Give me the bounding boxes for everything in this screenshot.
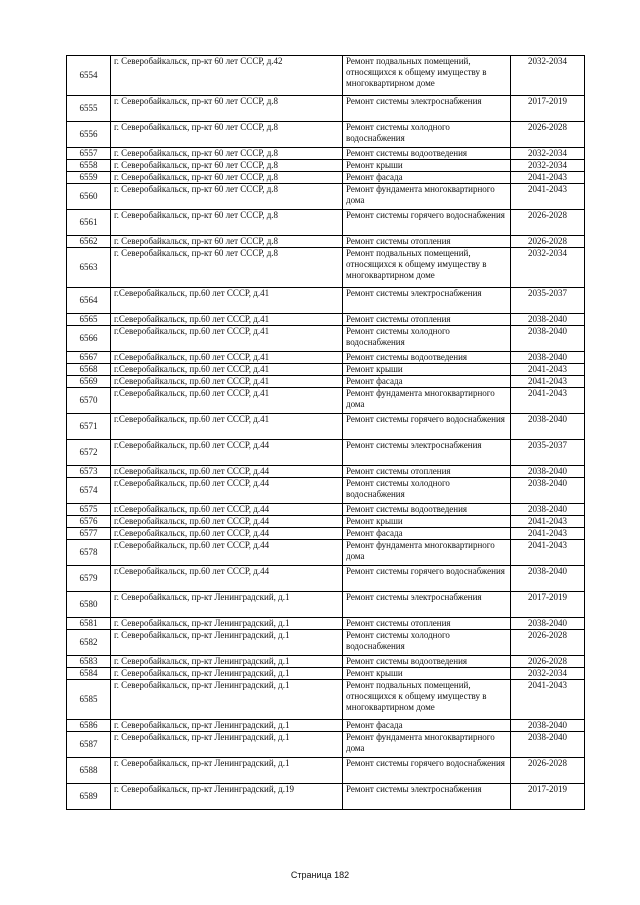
period-cell: 2038-2040 xyxy=(511,618,585,630)
work-type-cell: Ремонт фасада xyxy=(343,376,511,388)
work-type-cell: Ремонт системы холодного водоснабжения xyxy=(343,478,511,504)
address-cell: г.Северобайкальск, пр.60 лет СССР, д.41 xyxy=(111,388,343,414)
row-number-cell: 6585 xyxy=(67,680,111,720)
address-cell: г.Северобайкальск, пр.60 лет СССР, д.44 xyxy=(111,440,343,466)
work-type-cell: Ремонт фундамента многоквартирного дома xyxy=(343,184,511,210)
period-cell: 2041-2043 xyxy=(511,680,585,720)
period-cell: 2032-2034 xyxy=(511,248,585,288)
table-row xyxy=(67,466,585,478)
address-cell: г. Северобайкальск, пр-кт 60 лет СССР, д.8 xyxy=(111,248,343,288)
period-cell: 2026-2028 xyxy=(511,122,585,148)
address-cell: г.Северобайкальск, пр.60 лет СССР, д.41 xyxy=(111,326,343,352)
address-cell: г. Северобайкальск, пр-кт Ленинградский, д.1 xyxy=(111,758,343,784)
work-type-cell: Ремонт системы водоотведения xyxy=(343,352,511,364)
address-cell: г. Северобайкальск, пр-кт Ленинградский, д.1 xyxy=(111,656,343,668)
table-row xyxy=(67,236,585,248)
table-row xyxy=(67,388,585,414)
table-row xyxy=(67,248,585,288)
table-row xyxy=(67,784,585,810)
work-type-cell: Ремонт подвальных помещений, относящихся к общему имуществу в многоквартирном доме xyxy=(343,680,511,720)
work-type-cell: Ремонт подвальных помещений, относящихся к общему имуществу в многоквартирном доме xyxy=(343,56,511,96)
row-number-cell: 6589 xyxy=(67,784,111,810)
address-cell: г. Северобайкальск, пр-кт 60 лет СССР, д.8 xyxy=(111,122,343,148)
table-row xyxy=(67,122,585,148)
row-number-cell: 6584 xyxy=(67,668,111,680)
table-row xyxy=(67,376,585,388)
table-row xyxy=(67,326,585,352)
work-type-cell: Ремонт крыши xyxy=(343,516,511,528)
table-row xyxy=(67,56,585,96)
work-type-cell: Ремонт системы горячего водоснабжения xyxy=(343,566,511,592)
period-cell: 2038-2040 xyxy=(511,566,585,592)
row-number-cell: 6568 xyxy=(67,364,111,376)
row-number-cell: 6580 xyxy=(67,592,111,618)
address-cell: г.Северобайкальск, пр.60 лет СССР, д.44 xyxy=(111,540,343,566)
period-cell: 2038-2040 xyxy=(511,414,585,440)
row-number-cell: 6576 xyxy=(67,516,111,528)
period-cell: 2032-2034 xyxy=(511,56,585,96)
table-row xyxy=(67,440,585,466)
period-cell: 2041-2043 xyxy=(511,172,585,184)
repair-schedule-table xyxy=(66,55,585,810)
table-body xyxy=(67,56,585,810)
work-type-cell: Ремонт системы электроснабжения xyxy=(343,96,511,122)
table-row xyxy=(67,210,585,236)
row-number-cell: 6554 xyxy=(67,56,111,96)
work-type-cell: Ремонт фасада xyxy=(343,528,511,540)
address-cell: г. Северобайкальск, пр-кт Ленинградский, д.1 xyxy=(111,668,343,680)
row-number-cell: 6555 xyxy=(67,96,111,122)
period-cell: 2026-2028 xyxy=(511,630,585,656)
table-row xyxy=(67,504,585,516)
work-type-cell: Ремонт системы холодного водоснабжения xyxy=(343,122,511,148)
row-number-cell: 6575 xyxy=(67,504,111,516)
period-cell: 2017-2019 xyxy=(511,784,585,810)
address-cell: г. Северобайкальск, пр-кт Ленинградский, д.1 xyxy=(111,618,343,630)
work-type-cell: Ремонт фасада xyxy=(343,720,511,732)
work-type-cell: Ремонт подвальных помещений, относящихся к общему имуществу в многоквартирном доме xyxy=(343,248,511,288)
table-row xyxy=(67,288,585,314)
period-cell: 2038-2040 xyxy=(511,478,585,504)
row-number-cell: 6578 xyxy=(67,540,111,566)
table-row xyxy=(67,680,585,720)
work-type-cell: Ремонт системы электроснабжения xyxy=(343,592,511,618)
work-type-cell: Ремонт фундамента многоквартирного дома xyxy=(343,540,511,566)
row-number-cell: 6581 xyxy=(67,618,111,630)
address-cell: г. Северобайкальск, пр-кт 60 лет СССР, д.8 xyxy=(111,148,343,160)
row-number-cell: 6579 xyxy=(67,566,111,592)
table-row xyxy=(67,352,585,364)
period-cell: 2038-2040 xyxy=(511,326,585,352)
row-number-cell: 6567 xyxy=(67,352,111,364)
work-type-cell: Ремонт крыши xyxy=(343,364,511,376)
row-number-cell: 6577 xyxy=(67,528,111,540)
period-cell: 2026-2028 xyxy=(511,758,585,784)
period-cell: 2035-2037 xyxy=(511,288,585,314)
address-cell: г. Северобайкальск, пр-кт Ленинградский, д.1 xyxy=(111,732,343,758)
row-number-cell: 6557 xyxy=(67,148,111,160)
table-row xyxy=(67,96,585,122)
period-cell: 2038-2040 xyxy=(511,720,585,732)
period-cell: 2017-2019 xyxy=(511,96,585,122)
period-cell: 2041-2043 xyxy=(511,364,585,376)
row-number-cell: 6560 xyxy=(67,184,111,210)
table-row xyxy=(67,172,585,184)
table-row xyxy=(67,732,585,758)
address-cell: г.Северобайкальск, пр.60 лет СССР, д.41 xyxy=(111,364,343,376)
row-number-cell: 6583 xyxy=(67,656,111,668)
row-number-cell: 6565 xyxy=(67,314,111,326)
row-number-cell: 6571 xyxy=(67,414,111,440)
address-cell: г.Северобайкальск, пр.60 лет СССР, д.44 xyxy=(111,528,343,540)
work-type-cell: Ремонт системы отопления xyxy=(343,466,511,478)
address-cell: г. Северобайкальск, пр-кт 60 лет СССР, д.42 xyxy=(111,56,343,96)
row-number-cell: 6559 xyxy=(67,172,111,184)
work-type-cell: Ремонт системы горячего водоснабжения xyxy=(343,758,511,784)
address-cell: г.Северобайкальск, пр.60 лет СССР, д.44 xyxy=(111,478,343,504)
table-row xyxy=(67,516,585,528)
row-number-cell: 6570 xyxy=(67,388,111,414)
address-cell: г. Северобайкальск, пр-кт Ленинградский, д.1 xyxy=(111,720,343,732)
table-row xyxy=(67,148,585,160)
work-type-cell: Ремонт системы водоотведения xyxy=(343,656,511,668)
address-cell: г.Северобайкальск, пр.60 лет СССР, д.41 xyxy=(111,376,343,388)
row-number-cell: 6574 xyxy=(67,478,111,504)
work-type-cell: Ремонт системы электроснабжения xyxy=(343,288,511,314)
work-type-cell: Ремонт фасада xyxy=(343,172,511,184)
period-cell: 2038-2040 xyxy=(511,352,585,364)
work-type-cell: Ремонт крыши xyxy=(343,668,511,680)
table-row xyxy=(67,478,585,504)
address-cell: г.Северобайкальск, пр.60 лет СССР, д.41 xyxy=(111,414,343,440)
row-number-cell: 6564 xyxy=(67,288,111,314)
address-cell: г.Северобайкальск, пр.60 лет СССР, д.41 xyxy=(111,352,343,364)
period-cell: 2041-2043 xyxy=(511,388,585,414)
period-cell: 2035-2037 xyxy=(511,440,585,466)
address-cell: г. Северобайкальск, пр-кт Ленинградский, д.1 xyxy=(111,630,343,656)
row-number-cell: 6556 xyxy=(67,122,111,148)
period-cell: 2026-2028 xyxy=(511,236,585,248)
row-number-cell: 6558 xyxy=(67,160,111,172)
page-footer xyxy=(0,870,640,880)
period-cell: 2038-2040 xyxy=(511,466,585,478)
work-type-cell: Ремонт системы отопления xyxy=(343,314,511,326)
table-row xyxy=(67,184,585,210)
row-number-cell: 6582 xyxy=(67,630,111,656)
row-number-cell: 6562 xyxy=(67,236,111,248)
work-type-cell: Ремонт системы отопления xyxy=(343,236,511,248)
address-cell: г.Северобайкальск, пр.60 лет СССР, д.44 xyxy=(111,504,343,516)
address-cell: г. Северобайкальск, пр-кт 60 лет СССР, д.8 xyxy=(111,96,343,122)
work-type-cell: Ремонт системы отопления xyxy=(343,618,511,630)
period-cell: 2038-2040 xyxy=(511,732,585,758)
address-cell: г. Северобайкальск, пр-кт 60 лет СССР, д.8 xyxy=(111,160,343,172)
table-row xyxy=(67,630,585,656)
row-number-cell: 6588 xyxy=(67,758,111,784)
work-type-cell: Ремонт системы водоотведения xyxy=(343,504,511,516)
row-number-cell: 6572 xyxy=(67,440,111,466)
address-cell: г.Северобайкальск, пр.60 лет СССР, д.41 xyxy=(111,314,343,326)
work-type-cell: Ремонт фундамента многоквартирного дома xyxy=(343,732,511,758)
table-row xyxy=(67,540,585,566)
row-number-cell: 6586 xyxy=(67,720,111,732)
address-cell: г. Северобайкальск, пр-кт Ленинградский, д.1 xyxy=(111,592,343,618)
table-row xyxy=(67,720,585,732)
work-type-cell: Ремонт системы горячего водоснабжения xyxy=(343,210,511,236)
period-cell: 2041-2043 xyxy=(511,516,585,528)
table-row xyxy=(67,618,585,630)
page-number: Страница 182 xyxy=(290,870,350,880)
address-cell: г. Северобайкальск, пр-кт 60 лет СССР, д.8 xyxy=(111,184,343,210)
row-number-cell: 6587 xyxy=(67,732,111,758)
work-type-cell: Ремонт системы горячего водоснабжения xyxy=(343,414,511,440)
period-cell: 2041-2043 xyxy=(511,184,585,210)
row-number-cell: 6566 xyxy=(67,326,111,352)
address-cell: г.Северобайкальск, пр.60 лет СССР, д.44 xyxy=(111,566,343,592)
address-cell: г.Северобайкальск, пр.60 лет СССР, д.41 xyxy=(111,288,343,314)
table-row xyxy=(67,566,585,592)
row-number-cell: 6569 xyxy=(67,376,111,388)
work-type-cell: Ремонт системы водоотведения xyxy=(343,148,511,160)
address-cell: г. Северобайкальск, пр-кт 60 лет СССР, д.8 xyxy=(111,210,343,236)
table-row xyxy=(67,758,585,784)
table-row xyxy=(67,314,585,326)
period-cell: 2032-2034 xyxy=(511,160,585,172)
period-cell: 2032-2034 xyxy=(511,148,585,160)
period-cell: 2026-2028 xyxy=(511,210,585,236)
period-cell: 2017-2019 xyxy=(511,592,585,618)
table-row xyxy=(67,528,585,540)
address-cell: г.Северобайкальск, пр.60 лет СССР, д.44 xyxy=(111,466,343,478)
period-cell: 2041-2043 xyxy=(511,376,585,388)
address-cell: г. Северобайкальск, пр-кт Ленинградский, д.19 xyxy=(111,784,343,810)
table-row xyxy=(67,592,585,618)
period-cell: 2038-2040 xyxy=(511,314,585,326)
table-row xyxy=(67,364,585,376)
address-cell: г. Северобайкальск, пр-кт Ленинградский, д.1 xyxy=(111,680,343,720)
work-type-cell: Ремонт крыши xyxy=(343,160,511,172)
period-cell: 2026-2028 xyxy=(511,656,585,668)
table-row xyxy=(67,656,585,668)
row-number-cell: 6563 xyxy=(67,248,111,288)
period-cell: 2041-2043 xyxy=(511,540,585,566)
period-cell: 2038-2040 xyxy=(511,504,585,516)
address-cell: г.Северобайкальск, пр.60 лет СССР, д.44 xyxy=(111,516,343,528)
work-type-cell: Ремонт системы электроснабжения xyxy=(343,784,511,810)
table-row xyxy=(67,160,585,172)
work-type-cell: Ремонт системы электроснабжения xyxy=(343,440,511,466)
row-number-cell: 6561 xyxy=(67,210,111,236)
period-cell: 2041-2043 xyxy=(511,528,585,540)
work-type-cell: Ремонт системы холодного водоснабжения xyxy=(343,326,511,352)
period-cell: 2032-2034 xyxy=(511,668,585,680)
row-number-cell: 6573 xyxy=(67,466,111,478)
address-cell: г. Северобайкальск, пр-кт 60 лет СССР, д.8 xyxy=(111,236,343,248)
table-row xyxy=(67,414,585,440)
table-row xyxy=(67,668,585,680)
work-type-cell: Ремонт системы холодного водоснабжения xyxy=(343,630,511,656)
address-cell: г. Северобайкальск, пр-кт 60 лет СССР, д.8 xyxy=(111,172,343,184)
work-type-cell: Ремонт фундамента многоквартирного дома xyxy=(343,388,511,414)
